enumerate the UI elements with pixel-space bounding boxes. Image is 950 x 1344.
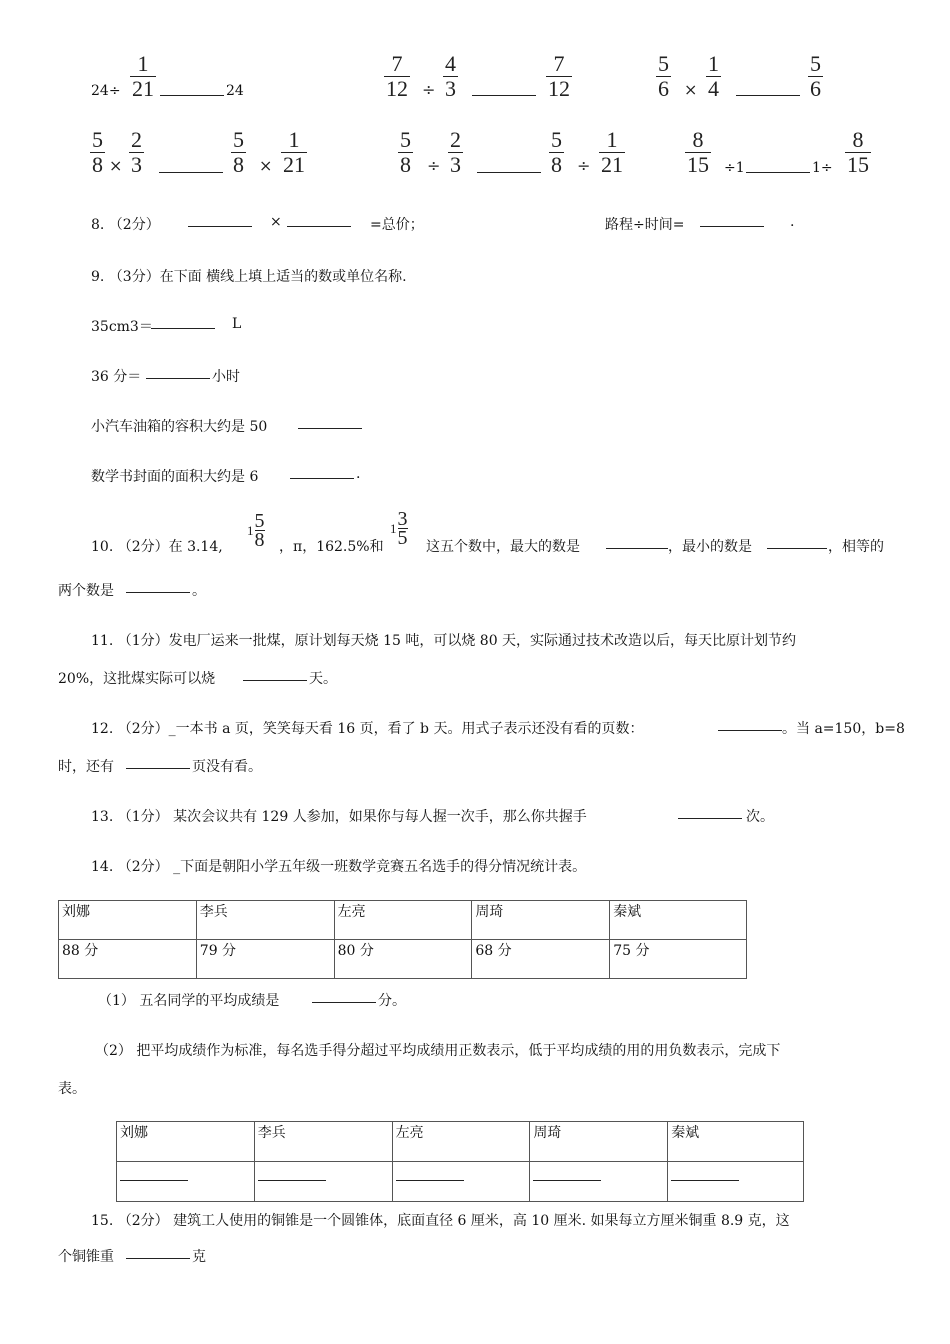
fraction: 5 6 [810,51,821,101]
table-cell: 李兵 [254,1122,392,1162]
table-cell: 左亮 [334,901,472,940]
answer-blank[interactable] [188,214,252,231]
q8-speed-text: 路程÷时间= [605,217,685,233]
q9-line3: 小汽车油箱的容积大约是 50 [91,419,268,435]
fraction [130,51,156,101]
divide-operator: ÷ [577,156,591,175]
table-row [117,1162,804,1202]
table-cell: 周琦 [472,901,610,940]
times-sign: × [270,214,282,230]
q9-line4-b: . [356,466,361,482]
row2-c-mid1: ÷1 [724,160,745,176]
answer-blank[interactable] [312,990,376,1007]
q10-text-f: 两个数是 [58,583,114,599]
answer-blank[interactable] [746,160,810,177]
answer-blank[interactable] [736,83,800,100]
fraction: 5 8 [551,127,562,177]
fraction: 8 15 [847,127,869,177]
table-cell: 周琦 [530,1122,668,1162]
table-cell: 80 分 [334,940,472,979]
answer-blank[interactable] [126,580,190,597]
mixed-number: 1 3 5 [390,508,408,549]
q11-line2-a: 20%，这批煤实际可以烧 [58,671,216,687]
table-row [117,1122,804,1162]
multiply-operator: × [259,156,273,175]
answer-blank[interactable] [767,536,827,553]
table-cell: 秦斌 [668,1122,804,1162]
q9-label: 9. （3分）在下面 横线上填上适当的数或单位名称. [91,269,407,285]
q9-line4-a: 数学书封面的面积大约是 6 [91,469,259,485]
table-cell: 李兵 [196,901,334,940]
fraction: 2 3 [131,127,142,177]
fraction: 7 12 [386,51,408,101]
multiply-operator: × [684,80,698,99]
answer-blank[interactable] [718,718,782,735]
q13-text-a: 13. （1分） 某次会议共有 129 人参加，如果你与每人握一次手，那么你共握手 [91,809,587,825]
mixed-number: 1 5 8 [247,510,265,551]
whole-part: 1 [390,520,397,536]
table-cell: 68 分 [472,940,610,979]
fraction: 2 3 [450,127,461,177]
q13-text-b: 次。 [746,809,774,825]
table-row [59,901,747,940]
multiply-operator: × [109,156,123,175]
q12-line1-b: 。当 a=150，b=8 [782,721,905,737]
fraction: 7 12 [548,51,570,101]
fraction: 1 4 [708,51,719,101]
q11-line2-b: 天。 [309,671,337,687]
answer-cell[interactable] [530,1162,668,1202]
q14-label: 14. （2分） _下面是朝阳小学五年级一班数学竞赛五名选手的得分情况统计表。 [91,859,587,875]
q9-line2-a: 36 分＝ [91,369,142,385]
answer-blank[interactable] [678,806,742,823]
q8-label: 8. （2分） [91,217,160,233]
q12-line2-b: 页没有看。 [192,759,262,775]
q12-line1-a: 12. （2分）_一本书 a 页，笑笑每天看 16 页，看了 b 天。用式子表示还没有看的页数： [91,721,644,737]
table-cell: 刘娜 [117,1122,255,1162]
row2-c-mid2: 1÷ [812,160,833,176]
divide-operator: ÷ [422,80,436,99]
table-cell: 秦斌 [610,901,747,940]
table-cell: 79 分 [196,940,334,979]
fraction: 5 8 [400,127,411,177]
divide-operator: ÷ [427,156,441,175]
q9-line1-b: L [232,316,242,332]
table-cell: 75 分 [610,940,747,979]
answer-blank[interactable] [126,756,190,773]
answer-blank[interactable] [146,366,210,383]
answer-blank[interactable] [700,214,764,231]
q15-line1: 15. （2分） 建筑工人使用的铜锥是一个圆锥体，底面直径 6 厘米，高 10 厘米. 如果每立方厘米铜重 8.9 克，这 [91,1213,790,1229]
q10-text-e: ，相等的 [828,539,884,555]
q10-text-b: ，π，162.5%和 [279,539,384,555]
fraction: 5 6 [658,51,669,101]
answer-blank[interactable] [290,466,354,483]
table-cell: 左亮 [392,1122,530,1162]
fraction: 1 21 [283,127,305,177]
row1-a-left: 24÷ [91,83,121,99]
score-table [58,900,747,979]
q10-text-g: 。 [192,583,206,599]
q14-sub1-a: （1） 五名同学的平均成绩是 [98,993,280,1009]
numerator: 1 [137,51,149,76]
denominator: 21 [132,76,154,101]
row1-a-right: 24 [226,83,244,99]
answer-cell[interactable] [117,1162,255,1202]
q10-text-a: 10. （2分）在 3.14, [91,539,223,555]
answer-blank[interactable] [126,1246,190,1263]
answer-blank[interactable] [477,160,541,177]
fraction: 4 3 [445,51,456,101]
q14-sub2-line2: 表。 [58,1081,86,1097]
q8-total-text: =总价； [370,217,424,233]
fraction: 5 8 [92,127,103,177]
fraction: 1 21 [601,127,623,177]
q10-text-c: 这五个数中，最大的数是 [426,539,580,555]
table-cell: 88 分 [59,940,197,979]
deviation-table [116,1121,804,1202]
answer-blank[interactable] [606,536,668,553]
q9-line1-a: 35cm3＝ [91,319,153,335]
answer-blank[interactable] [160,83,224,100]
q9-line2-b: 小时 [212,369,240,385]
answer-blank[interactable] [472,83,536,100]
table-row [59,940,747,979]
answer-blank[interactable] [159,160,223,177]
answer-blank[interactable] [151,316,215,333]
whole-part: 1 [247,522,254,538]
q11-line1: 11. （1分）发电厂运来一批煤，原计划每天烧 15 吨，可以烧 80 天，实际通过技术改造以后，每天比原计划节约 [91,633,797,649]
q15-line2-a: 个铜锥重 [58,1249,114,1265]
q8-end: . [790,214,795,230]
q14-sub1-b: 分。 [378,993,406,1009]
answer-blank[interactable] [243,668,307,685]
q10-text-d: ，最小的数是 [668,539,752,555]
fraction: 5 8 [233,127,244,177]
answer-cell[interactable] [668,1162,804,1202]
q14-sub2-line1: （2） 把平均成绩作为标准，每名选手得分超过平均成绩用正数表示，低于平均成绩的用的用负数表示，完成下 [95,1043,781,1059]
answer-cell[interactable] [392,1162,530,1202]
answer-blank[interactable] [298,416,362,433]
fraction: 8 15 [687,127,709,177]
q12-line2-a: 时，还有 [58,759,114,775]
table-cell: 刘娜 [59,901,197,940]
answer-cell[interactable] [254,1162,392,1202]
answer-blank[interactable] [287,214,351,231]
q15-line2-b: 克 [192,1249,206,1265]
